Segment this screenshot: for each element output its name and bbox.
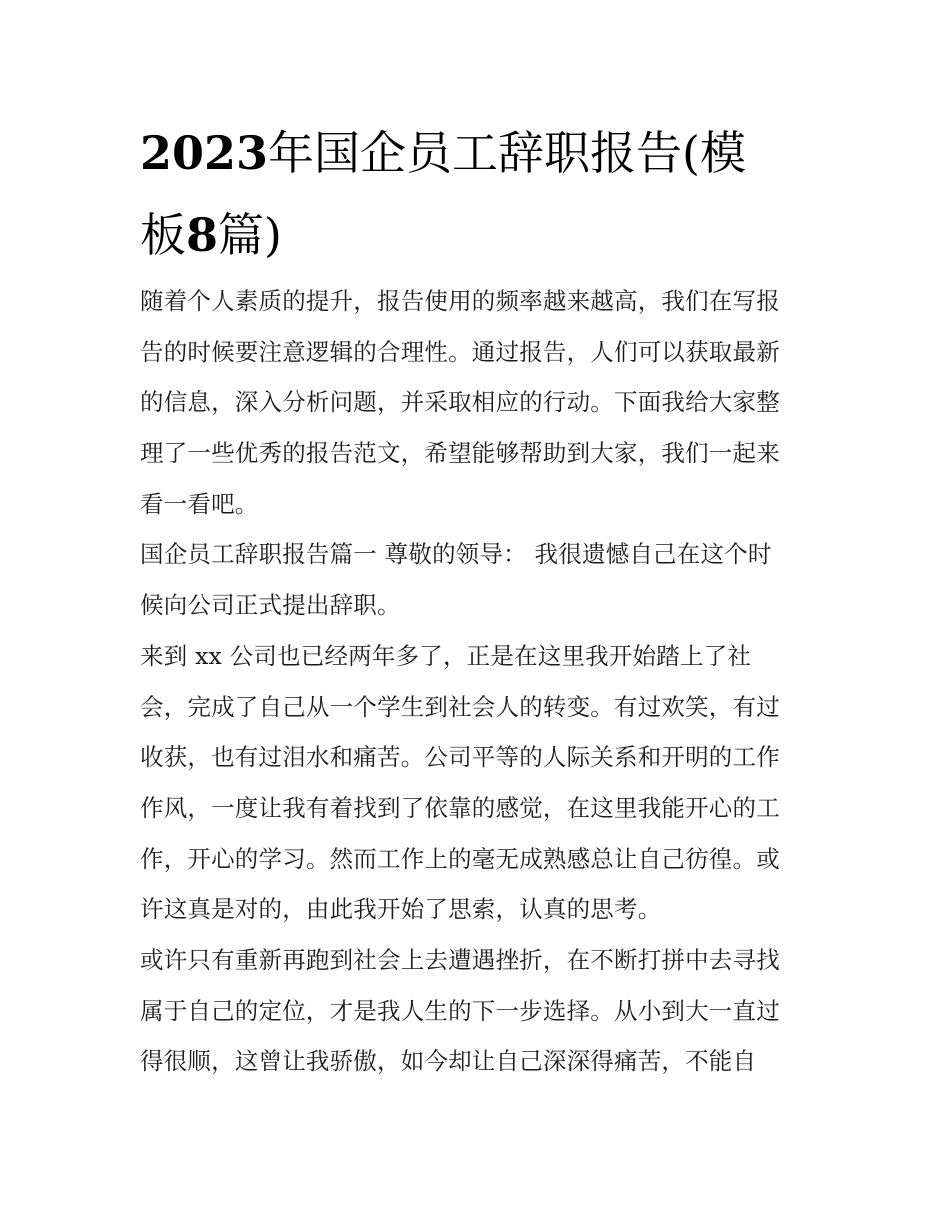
body-line: 看一看吧。 [140, 489, 259, 518]
body-line: 得很顺，这曾让我骄傲，如今却让自己深深得痛苦，不能自 [140, 1047, 757, 1076]
title-text-2a: 板 [140, 208, 186, 262]
body-line: 国企员工辞职报告篇一 尊敬的领导： 我很遗憾自己在这个时 [140, 540, 772, 569]
title-line-1 [140, 112, 830, 194]
title-count: 8 [186, 208, 219, 262]
document-title [140, 112, 830, 276]
body-line: 作，开心的学习。然而工作上的毫无成熟感总让自己彷徨。或 [140, 844, 780, 873]
body-line: 或许只有重新再跑到社会上去遭遇挫折，在不断打拼中去寻找 [140, 945, 780, 974]
body-line: 许这真是对的，由此我开始了思索，认真的思考。 [140, 895, 662, 924]
body-line: 理了一些优秀的报告范文，希望能够帮助到大家，我们一起来 [140, 439, 780, 468]
body-line: 收获，也有过泪水和痛苦。公司平等的人际关系和开明的工作 [140, 743, 780, 772]
body-line: 来到 xx 公司也已经两年多了，正是在这里我开始踏上了社 [140, 641, 752, 670]
body-line: 随着个人素质的提升，报告使用的频率越来越高，我们在写报 [140, 287, 780, 315]
title-line-2 [140, 194, 830, 276]
body-line: 会，完成了自己从一个学生到社会人的转变。有过欢笑，有过 [140, 692, 780, 721]
document-body [140, 276, 830, 1087]
title-year: 2023 [140, 126, 269, 180]
body-line: 的信息，深入分析问题，并采取相应的行动。下面我给大家整 [140, 388, 780, 417]
body-line: 属于自己的定位，才是我人生的下一步选择。从小到大一直过 [140, 996, 780, 1025]
body-line: 告的时候要注意逻辑的合理性。通过报告，人们可以获取最新 [140, 337, 780, 366]
title-text-1: 年国企员工辞职报告(模 [268, 126, 746, 180]
title-text-2b: 篇) [218, 208, 282, 262]
body-line: 候向公司正式提出辞职。 [140, 591, 401, 620]
body-line: 作风，一度让我有着找到了依靠的感觉，在这里我能开心的工 [140, 793, 780, 822]
